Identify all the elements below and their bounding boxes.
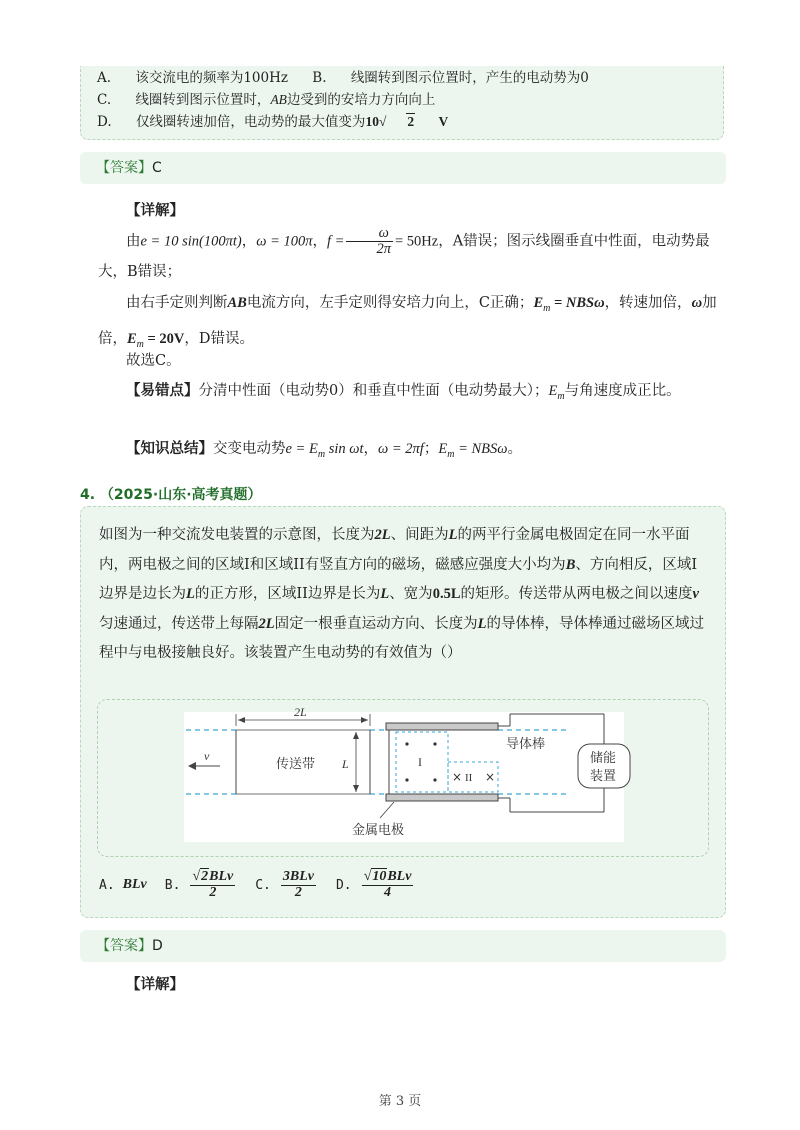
answer-bar: 【答案】D (80, 930, 726, 962)
label-L: L (342, 757, 349, 771)
label-x: × (485, 770, 496, 784)
choices (99, 859, 433, 911)
label-storage-line2: 装置 (590, 769, 617, 784)
electrode-top (386, 723, 498, 730)
electrode-bottom (386, 794, 498, 801)
options-panel (80, 66, 724, 140)
fraction: $\frac{\text{3BLv}}{2}$ (282, 868, 314, 900)
option-c: C. 线圈转到图示位置时，AB边受到的安培力方向向上 (97, 92, 436, 108)
choice-b[interactable]: B. $\frac{\text{√2BLv}}{2}$ (164, 868, 234, 900)
label-region-II: II (465, 772, 473, 784)
fraction: $\frac{\text{√2BLv}}{2}$ (192, 868, 234, 900)
label-storage-line1: 储能 (590, 751, 617, 766)
question-stem: 如图为一种交流发电装置的示意图，长度为2L、间距为L的两平行金属电极固定在同一水平面内，两电极之间的区域I和区域II有竖直方向的磁场，磁感应强度大小均为B、方向相反，区域I边界是边长为L的正方形，区域II边界是长为L、宽为0.5L的矩形。传送带从两电极之间以速度v匀速通过，传送带上每隔2L固定一根垂直运动方向、长度为L的导体棒，导体棒通过磁场区域过程中与电极接触良好。该装置产生电动势的有效值为（） (99, 527, 704, 661)
choice-d[interactable]: D. $\frac{\text{√10BLv}}{4}$ (335, 868, 412, 900)
label-electrode: 金属电极 (352, 823, 405, 838)
answer-bar: 【答案】C (80, 152, 726, 184)
field-dot (433, 778, 436, 781)
explanation-label: 【详解】 (126, 203, 184, 219)
explanation-line-1: 由e = 10 sin(100πt)，ω = 100π，f = $\frac{\omega}{2\pi}$ = 50Hz，A错误；图示线圈垂直中性面，电动势最大，B错误； (98, 225, 710, 281)
explanation-line-2: 由右手定则判断AB电流方向，左手定则得安培力向上，C正确；$E_m = NBS\omega$，转速加倍，ω加倍，$E_m = 20V$，D错误。 (98, 295, 717, 350)
option-b: B. 线圈转到图示位置时，产生的电动势为0 (312, 70, 589, 86)
option-row-ab (97, 68, 723, 89)
error-tip: 【易错点】分清中性面（电动势0）和垂直中性面（电动势最大）；$E_m$与角速度成正比。 (126, 383, 681, 402)
generator-diagram (98, 700, 708, 856)
label-2L: 2L (294, 705, 307, 719)
choice-a[interactable]: A. BLv (99, 877, 147, 893)
explanation-label: 【详解】 (126, 977, 184, 993)
knowledge-summary: 【知识总结】交变电动势$e = E_m$ sin ωt，ω = 2πf；$E_m = NBS\omega$。 (126, 441, 522, 460)
choice-c[interactable]: C. $\frac{\text{3BLv}}{2}$ (255, 868, 314, 900)
option-d: D. 仅线圈转速加倍，电动势的最大值变为10√ 2 V (97, 114, 449, 130)
explanation-line-3: 故选C。 (126, 353, 181, 369)
label-rod: 导体棒 (506, 737, 546, 752)
question-header: 4. （2025·山东·高考真题） (80, 487, 262, 503)
label-region-I: I (418, 755, 422, 769)
label-v: v (204, 749, 210, 763)
page-number: 第 3 页 (378, 1094, 422, 1109)
option-a: A. 该交流电的频率为100Hz (97, 70, 288, 86)
label-x: × (452, 770, 463, 784)
field-dot (405, 778, 408, 781)
field-dot (405, 742, 408, 745)
figure-frame (97, 699, 709, 857)
fraction: $\frac{\omega}{2\pi}$ (346, 226, 393, 257)
label-belt: 传送带 (276, 757, 316, 772)
field-dot (433, 742, 436, 745)
fraction: $\frac{\text{√10BLv}}{4}$ (363, 868, 412, 900)
question-panel (80, 506, 726, 918)
